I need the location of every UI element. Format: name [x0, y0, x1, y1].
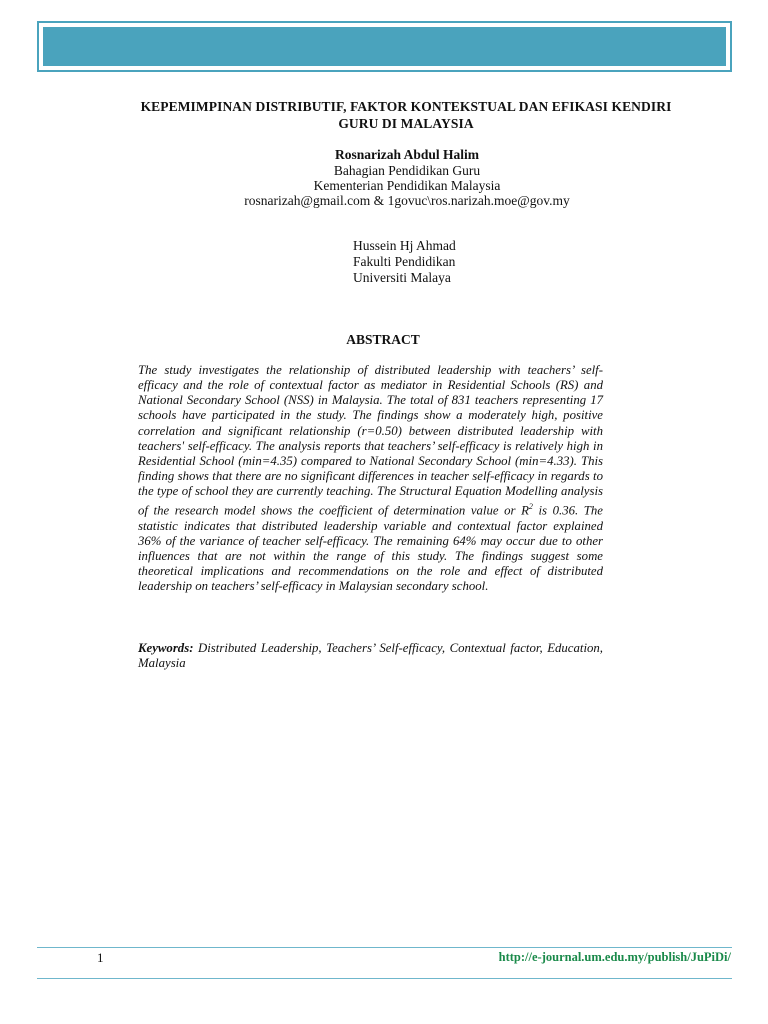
page-number: 1 — [97, 950, 104, 965]
abstract-body — [138, 363, 603, 595]
r-squared-superscript: 2 — [528, 502, 533, 512]
header-banner-fill — [43, 27, 726, 66]
author2-affiliation-1: Fakulti Pendidikan — [353, 254, 456, 269]
abstract-heading: ABSTRACT — [346, 332, 420, 347]
author1-affiliation-2: Kementerian Pendidikan Malaysia — [313, 178, 501, 193]
author1-affiliation-1: Bahagian Pendidikan Guru — [333, 163, 481, 178]
author2-affiliation-2: Universiti Malaya — [353, 270, 451, 285]
abstract-text-part-1: The study investigates the relationship of distributed leadership with teachers’ self-efficacy and the role of contextual factor as mediator in Residential Schools (RS) and National Secondary School (NSS) in Malaysia. The total of 831 teachers representing 17 schools have participated in the study. The findings show a moderately high, positive correlation and significant relationship (r=0.50) between distributed leadership with teachers' self-efficacy. The analysis reports that teachers’ self-efficacy is relatively high in Residential School (min=4.35) compared to National Secondary School (min=4.33). This finding shows that there are no significant differences in teacher self-efficacy in regards to the type of school they are currently teaching. The Structural Equation Modelling analysis of the research model shows the coefficient of determination value or R — [138, 363, 603, 518]
keywords-label: Keywords: — [138, 641, 194, 655]
footer-bottom-rule — [37, 978, 732, 979]
paper-title-line-2: GURU DI MALAYSIA — [338, 116, 474, 131]
keywords-text: Distributed Leadership, Teachers’ Self-efficacy, Contextual factor, Education, Malaysia — [138, 641, 603, 671]
abstract-text-part-2: is 0.36. The statistic indicates that distributed leadership variable and contextual factor explained 36% of the variance of teacher self-efficacy. The remaining 64% may occur due to other influences that are not within the range of this study. The findings suggest some theoretical implications and recommendations on the role and effect of distributed leadership on teachers’ self-efficacy in Malaysian secondary school. — [138, 503, 603, 594]
paper-title-line-1: KEPEMIMPINAN DISTRIBUTIF, FAKTOR KONTEKSTUAL DAN EFIKASI KENDIRI — [140, 99, 672, 114]
author2-name: Hussein Hj Ahmad — [353, 238, 456, 253]
journal-url-link[interactable]: http://e-journal.um.edu.my/publish/JuPiDi/ — [498, 950, 731, 964]
author1-name: Rosnarizah Abdul Halim — [334, 147, 480, 162]
keywords-paragraph — [138, 641, 603, 671]
header-banner — [37, 21, 732, 72]
author1-email: rosnarizah@gmail.com & 1govuc\ros.narizah.moe@gov.my — [244, 193, 570, 208]
footer-top-rule — [37, 947, 732, 948]
